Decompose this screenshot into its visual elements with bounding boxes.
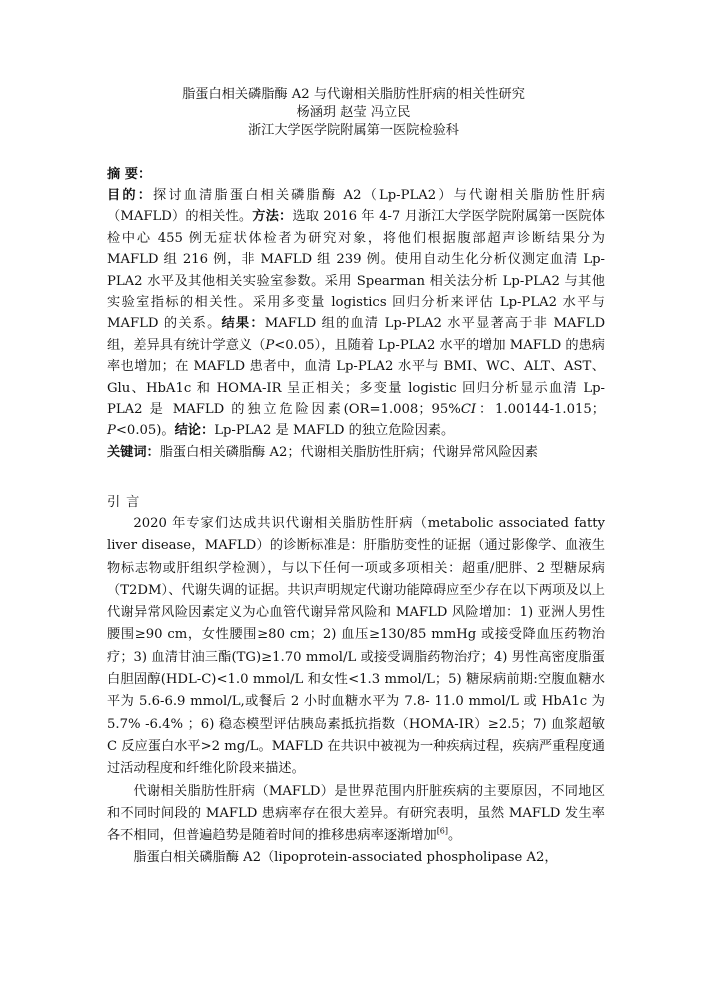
results-text-2: <0.05），且随着 Lp-PLA2 水平的增加 MAFLD 的患病率也增加；在 MAFLD 患者中，血清 Lp-PLA2 水平与 BMI、WC、ALT、AST、Glu、HbA1c 和 HOMA-IR 呈正相关；多变量 logistic 回归分析显示血清 Lp-PLA2 是 MAFLD 的独立危险因素(OR=1.008；95% [107, 337, 605, 418]
intro-paragraph-2 [107, 781, 605, 848]
paper-affiliation: 浙江大学医学院附属第一医院检验科 [248, 123, 459, 138]
methods-text: 选取 2016 年 4-7 月浙江大学医学院附属第一医院体检中心 455 例无症状体检者为研究对象，将他们根据腹部超声诊断结果分为 MAFLD 组 216 例，非 MAFLD 组 239 例。使用自动生化分析仪测定血清 Lp-PLA2 水平及其他相关实验室参数。采用 Spearman 相关法分析 Lp-PLA2 与其他实验室指标的相关性。采用多变量 logistics 回归分析来评估 Lp-PLA2 水平与 MAFLD 的关系。 [107, 209, 605, 332]
results-label: 结果： [221, 316, 265, 332]
results-text-4: <0.05)。 [115, 423, 175, 439]
methods-label: 方法： [252, 209, 293, 225]
results-p-symbol-1: P [265, 337, 275, 353]
conclusion-text: Lp-PLA2 是 MAFLD 的独立危险因素。 [214, 423, 455, 439]
results-text-1: MAFLD 组的血清 Lp-PLA2 水平显著高于非 MAFLD 组，差异具有统计学意义（ [107, 316, 606, 353]
intro-heading: 引言 [107, 495, 146, 510]
intro-paragraph-2-end: 。 [448, 828, 462, 844]
keywords-line [107, 442, 605, 463]
paper-authors: 杨涵玥 赵莹 冯立民 [296, 105, 411, 120]
paper-title: 脂蛋白相关磷脂酶 A2 与代谢相关脂肪性肝病的相关性研究 [182, 87, 525, 102]
intro-paragraph-3: 脂蛋白相关磷脂酶 A2（lipoprotein-associated phospholipase A2， [133, 850, 558, 866]
intro-paragraph-2-text: 代谢相关脂肪性肝病（MAFLD）是世界范围内肝脏疾病的主要原因，不同地区和不同时间段的 MAFLD 患病率存在很大差异。有研究表明，虽然 MAFLD 发生率各不相同，但普遍趋势是随着时间的推移患病率逐渐增加 [107, 783, 605, 844]
conclusion-label: 结论： [174, 423, 215, 439]
keywords-text: 脂蛋白相关磷脂酶 A2；代谢相关脂肪性肝病；代谢异常风险因素 [159, 444, 538, 460]
results-ci-symbol: CI [460, 402, 477, 418]
citation-marker: [6] [436, 826, 449, 836]
intro-body [107, 513, 605, 870]
results-text-3: ：1.00144-1.015； [476, 402, 605, 418]
abstract-body [107, 185, 605, 463]
results-p-symbol-2: P [107, 423, 116, 439]
abstract-paragraph [107, 185, 605, 442]
intro-paragraph-1: 2020 年专家们达成共识代谢相关脂肪性肝病（metabolic associated fatty liver disease，MAFLD）的诊断标准是：肝脂肪变性的证据（通过影像学、血液生物标志物或肝组织学检测），与以下任何一项或多项相关：超重/肥胖、2 型糖尿病（T2DM）、代谢失调的证据。共识声明规定代谢功能障碍应至少存在以下两项及以上代谢异常风险因素定义为心血管代谢异常风险和 MAFLD 风险增加：1) 亚洲人男性腰围≥90 cm，女性腰围≥80 cm；2) 血压≥130/85 mmHg 或接受降血压药物治疗；3) 血清甘油三酯(TG)≥1.70 mmol/L 或接受调脂药物治疗；4) 男性高密度脂蛋白胆固醇(HDL-C)<1.0 mmol/L 和女性<1.3 mmol/L；5) 糖尿病前期:空腹血糖水平为 5.6-6.9 mmol/L,或餐后 2 小时血糖水平为 7.8- 11.0 mmol/L 或 HbA1c 为 5.7% -6.4% ；6) 稳态模型评估胰岛素抵抗指数（HOMA-IR）≥2.5；7) 血浆超敏 C 反应蛋白水平>2 mg/L。MAFLD 在共识中被视为一种疾病过程，疾病严重程度通过活动程度和纤维化阶段来描述。 [107, 516, 605, 777]
abstract-heading: 摘 要： [107, 167, 152, 182]
objective-label: 目的： [107, 188, 154, 203]
objective-text: 探讨血清脂蛋白相关磷脂酶 A2（Lp-PLA2）与代谢相关脂肪性肝病（MAFLD）的相关性。 [107, 188, 605, 225]
paper-header [0, 86, 707, 140]
keywords-label: 关键词： [107, 444, 160, 460]
